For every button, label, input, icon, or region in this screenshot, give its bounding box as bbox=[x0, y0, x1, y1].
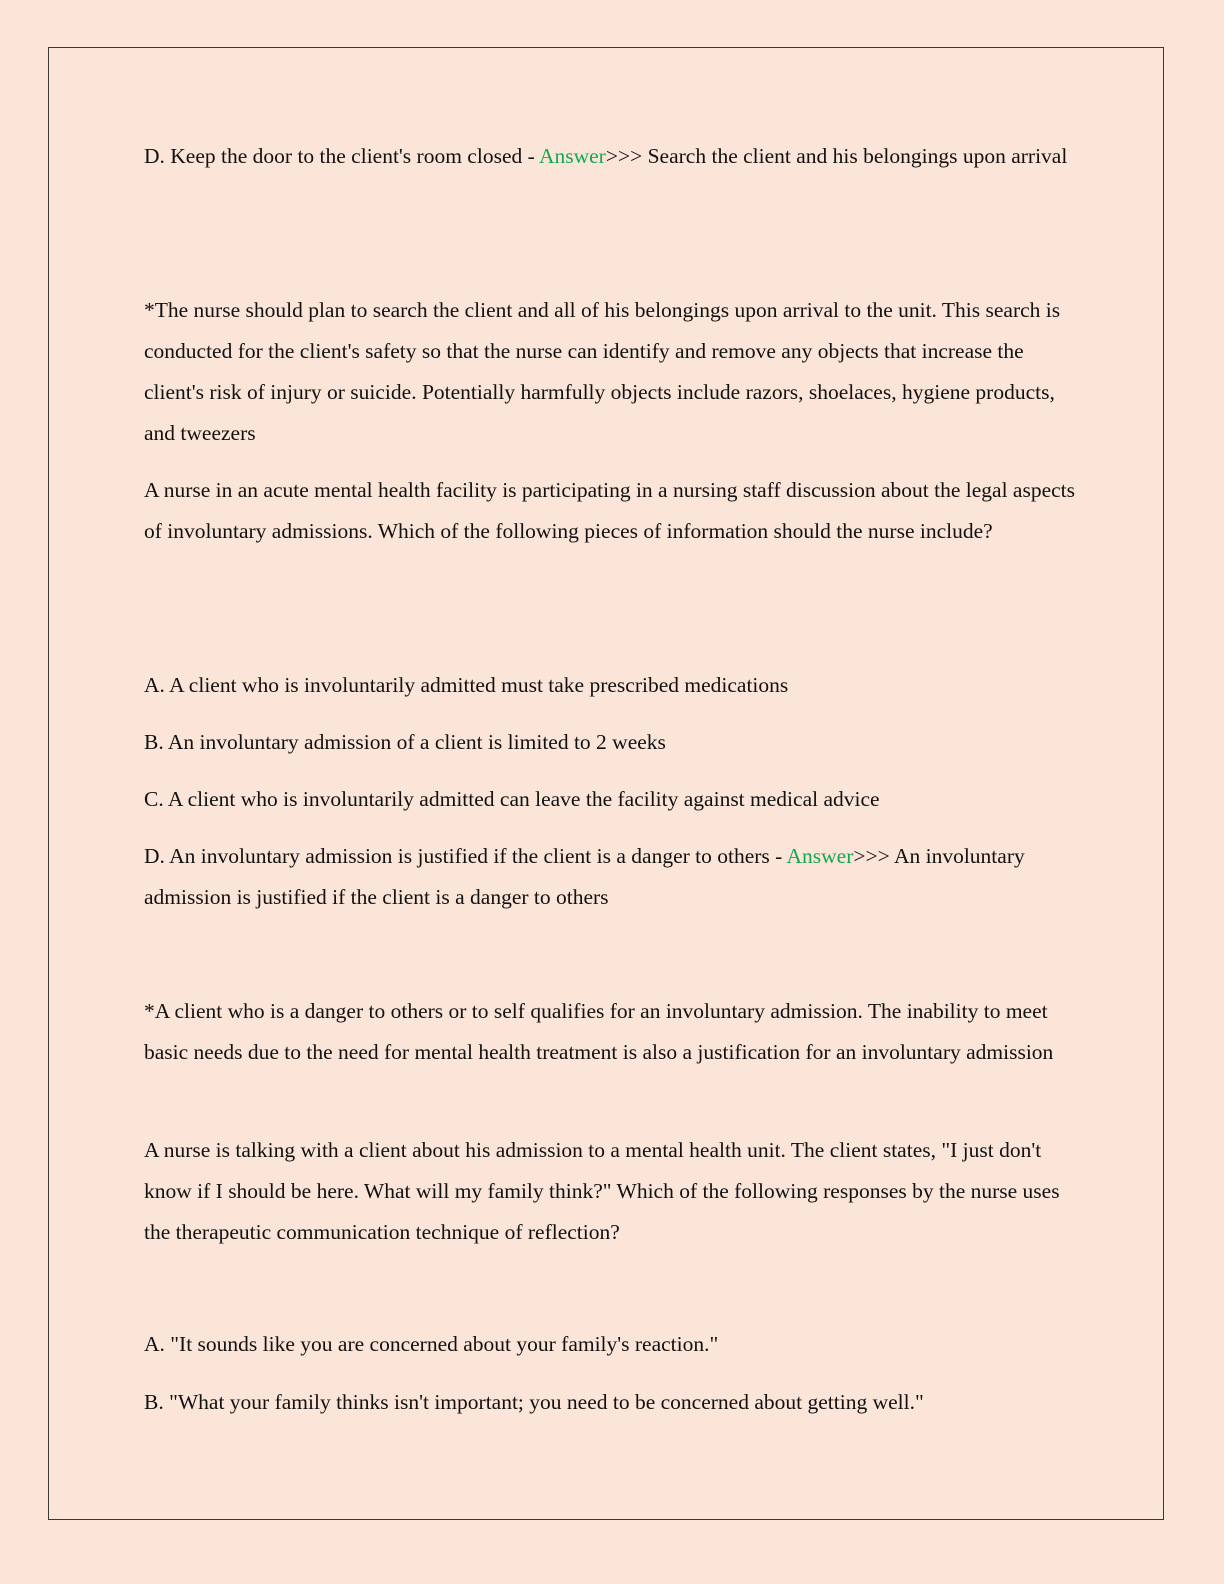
option-a-involuntary: A. A client who is involuntarily admitted must take prescribed medications bbox=[144, 673, 789, 697]
option-text: D. Keep the door to the client's room closed - bbox=[144, 144, 539, 168]
option-text: D. An involuntary admission is justified if the client is a danger to others - bbox=[144, 844, 787, 868]
answer-label: Answer bbox=[538, 144, 606, 168]
option-a-reflection: A. "It sounds like you are concerned about your family's reaction." bbox=[144, 1332, 719, 1356]
answer-label: Answer bbox=[786, 844, 854, 868]
rationale-search-belongings: *The nurse should plan to search the client and all of his belongings upon arrival to the unit. This search is conducted for the client's safety so that the nurse can identify and remove any objects that increase the client's risk of injury or suicide. Potentially harmfully objects include razors, shoelaces, hygiene products, and tweezers bbox=[144, 298, 1061, 445]
question-reflection-technique: A nurse is talking with a client about his admission to a mental health unit. The client states, "I just don't know if I should be here. What will my family think?" Which of the following responses by the nurse uses the therapeutic communication technique of reflection? bbox=[144, 1138, 1060, 1244]
option-b-involuntary: B. An involuntary admission of a client is limited to 2 weeks bbox=[144, 730, 666, 754]
question-involuntary-admissions: A nurse in an acute mental health facility is participating in a nursing staff discussion about the legal aspects of involuntary admissions. Which of the following pieces of information should the nurse include? bbox=[144, 478, 1076, 543]
option-b-reflection: B. "What your family thinks isn't important; you need to be concerned about getting well." bbox=[144, 1390, 924, 1414]
answer-text: >>> Search the client and his belongings upon arrival bbox=[605, 144, 1068, 168]
answer-text: >>> An involuntary admission is justified if the client is a danger to others bbox=[144, 844, 1025, 909]
option-c-involuntary: C. A client who is involuntarily admitted can leave the facility against medical advice bbox=[144, 787, 880, 811]
answer-option-d-involuntary bbox=[144, 836, 1084, 918]
rationale-involuntary-admission: *A client who is a danger to others or to self qualifies for an involuntary admission. The inability to meet basic needs due to the need for mental health treatment is also a justification for an involuntary admission bbox=[144, 999, 1054, 1064]
answer-option-d-first-question bbox=[144, 136, 1084, 177]
